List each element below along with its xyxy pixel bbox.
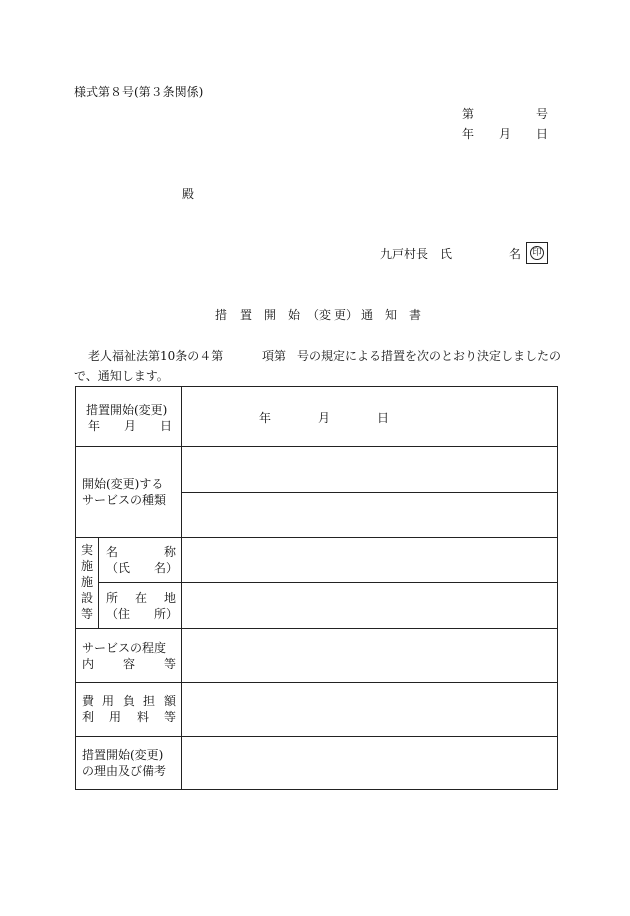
group-label-char: 実	[81, 543, 94, 557]
row5-label-char: 負	[123, 694, 136, 708]
table-row-divider	[75, 628, 558, 629]
row5-label-char: 用	[109, 710, 122, 724]
facility-address-label: 在	[135, 591, 148, 605]
body-text-line2: で、通知します。	[74, 369, 169, 383]
table-group-divider	[98, 537, 99, 628]
facility-address-label-sub: （住 所）	[106, 607, 179, 621]
row1-label-month: 月	[124, 419, 137, 433]
date-month: 月	[499, 127, 512, 141]
row5-label-char: 料	[137, 710, 150, 724]
seal-icon: 印	[530, 246, 544, 260]
row6-label-line2: の理由及び備考	[82, 764, 167, 778]
row5-label-char: 用	[102, 694, 115, 708]
number-dai: 第	[462, 107, 475, 121]
body-text-part: 項第	[262, 349, 287, 363]
table-row-divider	[181, 492, 558, 493]
row1-value-month: 月	[318, 411, 331, 425]
row1-label-year: 年	[88, 419, 101, 433]
facility-address-label: 所	[106, 591, 119, 605]
body-text-part: 老人福祉法第10条の４第	[88, 349, 224, 363]
title-char: 更）	[334, 308, 359, 322]
row4-label-char: 容	[123, 657, 136, 671]
table-row-divider	[75, 682, 558, 683]
title-char: 書	[409, 308, 422, 322]
facility-name-label: 名	[106, 545, 119, 559]
title-char: 知	[385, 308, 398, 322]
date-year: 年	[462, 127, 475, 141]
facility-address-label: 地	[164, 591, 177, 605]
addressee-dono: 殿	[182, 187, 195, 201]
facility-name-label-sub: （氏 名）	[106, 561, 179, 575]
row1-label-day: 日	[160, 419, 173, 433]
title-char: 始	[288, 308, 301, 322]
issuer-name-suffix: 名	[509, 247, 522, 261]
date-day: 日	[536, 127, 549, 141]
row1-value-day: 日	[377, 411, 390, 425]
row1-value-year: 年	[259, 411, 272, 425]
row4-label-char: 内	[82, 657, 95, 671]
row4-label-char: 等	[164, 657, 177, 671]
form-label: 様式第８号(第３条関係)	[74, 85, 204, 99]
table-row-divider	[75, 537, 558, 538]
seal-stamp-box	[526, 242, 548, 264]
table-row-divider	[75, 446, 558, 447]
table-row-divider	[98, 582, 558, 583]
row2-label: 開始(変更)する	[82, 477, 164, 491]
group-label-char: 等	[81, 607, 94, 621]
row5-label-char: 担	[143, 694, 156, 708]
row1-label: 措置開始(変更)	[86, 403, 168, 417]
group-label-char: 設	[81, 591, 94, 605]
title-char: 通	[361, 308, 374, 322]
body-text-part: 号の規定による措置を次のとおり決定しましたの	[297, 349, 562, 363]
number-go: 号	[536, 107, 549, 121]
title-char: （変	[307, 308, 332, 322]
issuer-title: 九戸村長 氏	[380, 247, 453, 261]
group-label-char: 施	[81, 575, 94, 589]
row5-label-char: 等	[164, 710, 177, 724]
row5-label-char: 額	[164, 694, 177, 708]
title-char: 措	[215, 308, 228, 322]
title-char: 開	[264, 308, 277, 322]
table-row-divider	[75, 736, 558, 737]
group-label-char: 施	[81, 559, 94, 573]
row2-label-line2: サービスの種類	[82, 493, 167, 507]
facility-name-label: 称	[164, 545, 177, 559]
row4-label: サービスの程度	[82, 641, 167, 655]
row6-label: 措置開始(変更)	[82, 748, 164, 762]
row5-label-char: 利	[82, 710, 95, 724]
row5-label-char: 費	[82, 694, 95, 708]
title-char: 置	[240, 308, 253, 322]
